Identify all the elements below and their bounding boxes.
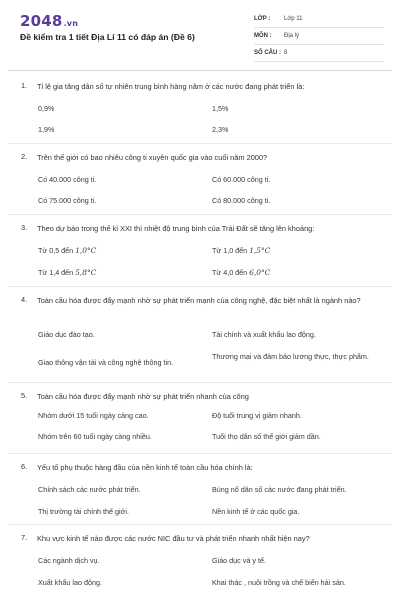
option-d[interactable]: Thương mại và đảm bảo lương thực, thực phẩm. [212,352,369,361]
option-d[interactable]: Khai thác , nuôi trồng và chế biến hải sản. [212,578,346,587]
document-header [0,0,400,70]
option-text: Từ 4,0 đến [212,268,250,277]
logo-suffix: .vn [63,19,79,28]
question-text: Trên thế giới có bao nhiêu công ti xuyên quốc gia vào cuối năm 2000? [37,153,268,162]
option-c[interactable]: Có 75.000 công ti. [38,196,97,205]
question-text: Theo dự báo trong thế kỉ XXI thì nhiệt độ trung bình của Trái Đất sẽ tăng lên khoảng: [37,224,315,233]
meta-class-value: Lớp 11 [284,16,303,22]
question-number: 1. [21,81,28,90]
option-b[interactable]: Có 60.000 công ti. [212,175,271,184]
question-divider [8,286,392,287]
meta-subject-label: MÔN : [254,33,272,39]
option-a[interactable]: Chính sách các nước phát triển. [38,485,141,494]
option-c[interactable]: Giao thông vận tải và công nghệ thông tin. [38,358,174,367]
option-d[interactable]: Có 80.000 công ti. [212,196,271,205]
option-b[interactable]: Bùng nổ dân số các nước đang phát triển. [212,485,347,494]
option-math: 1,5°C [249,246,271,255]
question-number: 2. [21,152,28,161]
option-a[interactable] [38,245,188,256]
option-text: Từ 1,4 đến [38,268,76,277]
question-number: 7. [21,533,28,542]
option-a[interactable]: Giáo dục đào tạo. [38,330,95,339]
logo-text: 2048 [20,12,63,30]
question-divider [8,214,392,215]
meta-subject-row [254,30,384,45]
header-divider [8,70,392,71]
option-a[interactable]: Các ngành dịch vụ. [38,556,100,565]
option-c[interactable]: Thị trường tài chính thế giới. [38,507,129,516]
meta-count-label: SỐ CÂU : [254,50,281,56]
option-c[interactable]: 1,9% [38,125,55,134]
question-divider [8,453,392,454]
option-b[interactable]: 1,5% [212,104,229,113]
question-text: Toàn cầu hóa được đẩy mạnh nhờ sự phát triển mạnh của công nghệ, đặc biệt nhất là ngành nào? [37,296,361,305]
option-c[interactable]: Xuất khẩu lao động. [38,578,102,587]
option-b[interactable]: Giáo dục và y tế. [212,556,266,565]
meta-subject-value: Địa lý [284,33,300,39]
option-b[interactable]: Tài chính và xuất khẩu lao động. [212,330,316,339]
meta-count-row [254,47,384,62]
option-b[interactable] [212,245,372,256]
question-number: 3. [21,223,28,232]
option-d[interactable]: 2,3% [212,125,229,134]
question-text: Tỉ lệ gia tăng dân số tự nhiên trung bình hàng năm ở các nước đang phát triển là: [37,82,305,91]
option-d[interactable]: Nền kinh tế ở các quốc gia. [212,507,300,516]
document-title: Đề kiểm tra 1 tiết Địa Lí 11 có đáp án (Đề 6) [20,32,195,42]
option-text: Từ 0,5 đến [38,246,76,255]
option-math: 6,0°C [249,268,271,277]
option-a[interactable]: 0,9% [38,104,55,113]
question-number: 6. [21,462,28,471]
question-number: 5. [21,391,28,400]
option-math: 1,0°C [75,246,97,255]
option-text: Từ 1,0 đến [212,246,250,255]
option-a[interactable]: Nhóm dưới 15 tuổi ngày càng cao. [38,411,149,420]
option-d[interactable]: Tuổi thọ dân số thế giới giảm dần. [212,432,321,441]
question-text: Khu vực kinh tế nào được các nước NIC đầu tư và phát triển nhanh nhất hiện nay? [37,534,310,543]
meta-class-row [254,13,384,28]
question-divider [8,382,392,383]
option-c[interactable] [38,267,188,278]
document-meta [254,13,384,64]
option-b[interactable]: Độ tuổi trung vị giảm nhanh. [212,411,302,420]
question-divider [8,524,392,525]
option-d[interactable] [212,267,372,278]
meta-class-label: LỚP : [254,16,271,22]
option-math: 5,8°C [75,268,97,277]
meta-count-value: 8 [284,50,288,56]
question-text: Yếu tố phụ thuộc hàng đầu của nền kinh tế toàn cầu hóa chính là: [37,463,253,472]
option-c[interactable]: Nhóm trên 60 tuổi ngày càng nhiều. [38,432,152,441]
site-logo[interactable] [20,12,78,30]
question-number: 4. [21,295,28,304]
question-divider [8,143,392,144]
option-a[interactable]: Có 40.000 công ti. [38,175,97,184]
question-text: Toàn cầu hóa được đẩy mạnh nhờ sự phát triển nhanh của công [37,392,249,401]
